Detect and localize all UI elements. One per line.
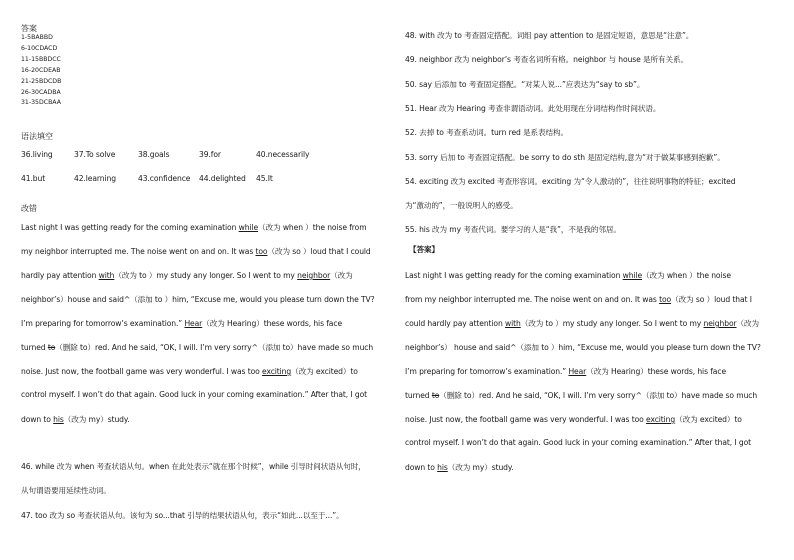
passage-text: turned [21, 343, 48, 352]
passage-text: （删除 to）red. And he said, “OK, I will. I’m very sorry^（添加 to）have made so much [55, 343, 374, 352]
passage-text: I’m preparing for tomorrow’s examination.” [405, 367, 569, 376]
passage-line [21, 414, 130, 425]
passage-text: （改为 Hearing）these words, his face [586, 367, 727, 376]
passage-text: （改为 when ）the noise [642, 271, 731, 280]
passage-text: （改为 [736, 319, 760, 328]
passage-text: down to [21, 415, 54, 424]
passage-line [405, 366, 726, 377]
passage-line [21, 270, 353, 281]
choice-answer-list [21, 33, 61, 109]
error-word: Hear [184, 319, 203, 328]
error-word: Hear [568, 367, 587, 376]
explanation-line: 为“激动的”，一般说明人的感受。 [405, 201, 518, 211]
passage-text: （改为 Hearing）these words, his face [202, 319, 343, 328]
grammar-answer: 38.goals [138, 150, 170, 159]
passage-line [405, 294, 752, 305]
deleted-word: to [431, 391, 440, 400]
error-word: neighbor [703, 319, 737, 328]
error-word: exciting [262, 367, 292, 376]
passage-text: noise. Just now, the football game was very wonderful. I was too [405, 415, 647, 424]
passage-text: （改为 [330, 271, 353, 280]
correction-title: 改错 [21, 204, 37, 213]
passage-line [21, 318, 342, 329]
passage-line [405, 318, 759, 329]
grammar-answer: 36.living [21, 150, 53, 159]
passage-line [405, 462, 514, 473]
choice-key: 6-10CDACD [21, 44, 58, 52]
passage-text: from my neighbor interrupted me. The noise went on and on. It was [405, 295, 660, 304]
passage-line [405, 270, 731, 281]
answers-title: 答案 [21, 24, 37, 33]
answer-label: 【答案】 [409, 245, 439, 254]
passage-line [405, 414, 742, 425]
passage-text: control myself. I won’t do that again. Good luck in your coming examination.” After that, I got [405, 438, 752, 447]
choice-key: 1-5BABBD [21, 34, 53, 41]
explanation-line: 48. with 改为 to 考查固定搭配。词组 pay attention to 是固定短语，意思是“注意”。 [405, 31, 694, 40]
passage-text: neighbor’s）house and said^（添加 to ）him, “Excuse me, would you please turn down the TV? [21, 295, 375, 304]
explanation-line: 49. neighbor 改为 neighbor’s 考查名词所有格。neighbor 与 house 是所有关系。 [405, 55, 688, 65]
passage-text: neighbor’s） house and said^（添加 to ）him, “Excuse me, would you please turn down the TV? [405, 343, 761, 352]
passage-text: could hardly pay attention [405, 319, 506, 328]
explanation-line: 46. while 改为 when 考查状语从句。when 在此处表示“就在那个时候”，while 引导时间状语从句时， [21, 462, 366, 471]
passage-text: noise. Just now, the football game was very wonderful. I was too [21, 367, 263, 376]
passage-line [21, 294, 375, 305]
passage-text: （改为 my）study. [63, 415, 130, 424]
grammar-answer: 43.confidence [138, 174, 191, 183]
choice-key: 26-30CADBA [21, 88, 61, 96]
explanation-line: 54. exciting 改为 excited 考查形容词。exciting 为“令人激动的”，往往说明事物的特征；excited [405, 176, 736, 186]
grammar-answer: 45.It [256, 174, 273, 183]
passage-text: down to [405, 463, 438, 472]
error-word: his [437, 463, 448, 472]
passage-text: Last night I was getting ready for the coming examination [405, 271, 623, 280]
grammar-answer: 40.necessarily [256, 150, 310, 159]
passage-line [405, 438, 751, 447]
passage-line [405, 390, 757, 401]
explanation-line: 55. his 改为 my 考查代词。要学习的人是“我”，不是我的邻居。 [405, 225, 621, 235]
passage-text: （改为 excited）to [291, 367, 358, 376]
error-word: with [505, 319, 521, 328]
passage-text: （删除 to）red. And he said, “OK, I will. I’m very sorry^（添加 to）have made so much [439, 391, 758, 400]
explanation-line: 52. 去掉 to 考查系动词。turn red 是系表结构。 [405, 128, 569, 138]
deleted-word: to [47, 343, 56, 352]
error-word: exciting [646, 415, 676, 424]
grammar-answer: 41.but [21, 174, 46, 183]
grammar-title: 语法填空 [21, 132, 53, 141]
choice-key: 11-15BBDCC [21, 55, 61, 63]
error-word: while [238, 223, 259, 232]
passage-line [405, 342, 761, 353]
passage-text: control myself. I won’t do that again. Good luck in your coming examination.” After that, I got [21, 390, 368, 399]
passage-text: turned [405, 391, 432, 400]
explanation-line: 47. too 改为 so 考查状语从句。该句为 so...that 引导的结果状语从句，表示“如此...以至于...”。 [21, 511, 344, 520]
choice-key: 21-25BDCDB [21, 77, 62, 85]
passage-line [21, 342, 373, 353]
passage-text: （改为 when ）the noise from [258, 223, 367, 232]
passage-text: Last night I was getting ready for the coming examination [21, 223, 239, 232]
error-word: while [622, 271, 643, 280]
passage-text: （改为 my）study. [447, 463, 514, 472]
choice-key: 31-35DCBAA [21, 99, 61, 107]
passage-text: （改为 so ）loud that I [671, 295, 752, 304]
passage-text: （改为 so ）loud that I could [267, 247, 371, 256]
passage-text: （改为 to ）my study any longer. So I went to my [114, 271, 298, 280]
error-word: with [98, 271, 115, 280]
choice-key: 16-20CDEAB [21, 66, 61, 74]
grammar-answer: 39.for [199, 150, 221, 159]
explanation-line: 从句谓语要用延续性动词。 [21, 486, 111, 495]
explanation-line: 50. say 后添加 to 考查固定搭配。“对某人说...”应表达为“say to sb”。 [405, 79, 645, 89]
error-word: his [53, 415, 64, 424]
explanation-line: 53. sorry 后加 to 考查固定搭配。be sorry to do sth 是固定结构,意为“对于做某事感到抱歉”。 [405, 152, 725, 162]
passage-text: hardly pay attention [21, 271, 99, 280]
error-word: neighbor [297, 271, 331, 280]
grammar-answer: 37.To solve [74, 150, 116, 159]
error-word: too [255, 247, 268, 256]
passage-line [21, 390, 367, 399]
passage-line [21, 366, 358, 377]
passage-text: （改为 excited）to [675, 415, 742, 424]
grammar-answer: 42.learning [74, 174, 116, 183]
explanation-line: 51. Hear 改为 Hearing 考查非谓语动词。此处用现在分词结构作时间状语。 [405, 103, 661, 113]
passage-text: I’m preparing for tomorrow’s examination.” [21, 319, 185, 328]
passage-text: my neighbor interrupted me. The noise went on and on. It was [21, 247, 256, 256]
grammar-answer: 44.delighted [199, 174, 246, 183]
passage-text: （改为 to ）my study any longer. So I went to my [520, 319, 704, 328]
passage-line [21, 222, 367, 233]
error-word: too [659, 295, 672, 304]
passage-line [21, 246, 371, 257]
